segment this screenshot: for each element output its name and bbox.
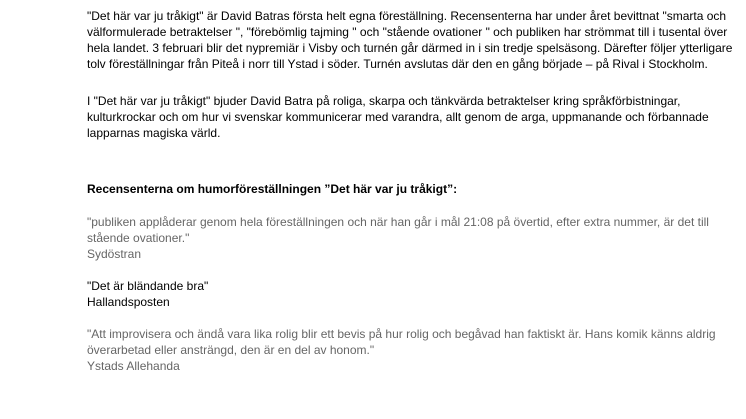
review-quote: "publiken applåderar genom hela föreställningen och när han går i mål 21:08 på övertid, efter extra nummer, är det till stående ovationer."	[87, 215, 709, 245]
review-quote: "Det är bländande bra"	[87, 279, 209, 293]
review-item	[87, 278, 737, 310]
review-item	[87, 214, 737, 262]
review-source: Ystads Allehanda	[87, 359, 180, 373]
review-source: Sydöstran	[87, 247, 142, 261]
intro-paragraph: "Det här var ju tråkigt" är David Batras första helt egna föreställning. Recensenterna har under året bevittnat "smarta och välformulerade betraktelser ", "förebömlig tajming " och "stående ovationer " och publiken har strömmat till i tusental över hela landet. 3 februari blir det nypremiär i Visby och turnén går därmed in i sin tredje spelsäsong. Därefter följer ytterligare tolv föreställningar från Piteå i norr till Ystad i söder. Turnén avslutas där den en gång började – på Rival i Stockholm.	[87, 9, 733, 71]
review-quote: "Att improvisera och ändå vara lika rolig blir ett bevis på hur rolig och begåvad han faktiskt är. Hans komik känns aldrig överarbetad eller ansträngd, den är en del av honom."	[87, 327, 716, 357]
description-paragraph: I "Det här var ju tråkigt" bjuder David Batra på roliga, skarpa och tänkvärda betraktelser kring språkförbistningar, kulturkrockar och om hur vi svenskar kommunicerar med varandra, allt genom de arga, uppmanande och förbannade lapparnas magiska värld.	[87, 94, 709, 140]
document-body	[87, 8, 737, 390]
review-item	[87, 326, 737, 374]
review-source: Hallandsposten	[87, 295, 170, 309]
reviews-heading: Recensenterna om humorföreställningen ”Det här var ju tråkigt”:	[87, 182, 458, 196]
